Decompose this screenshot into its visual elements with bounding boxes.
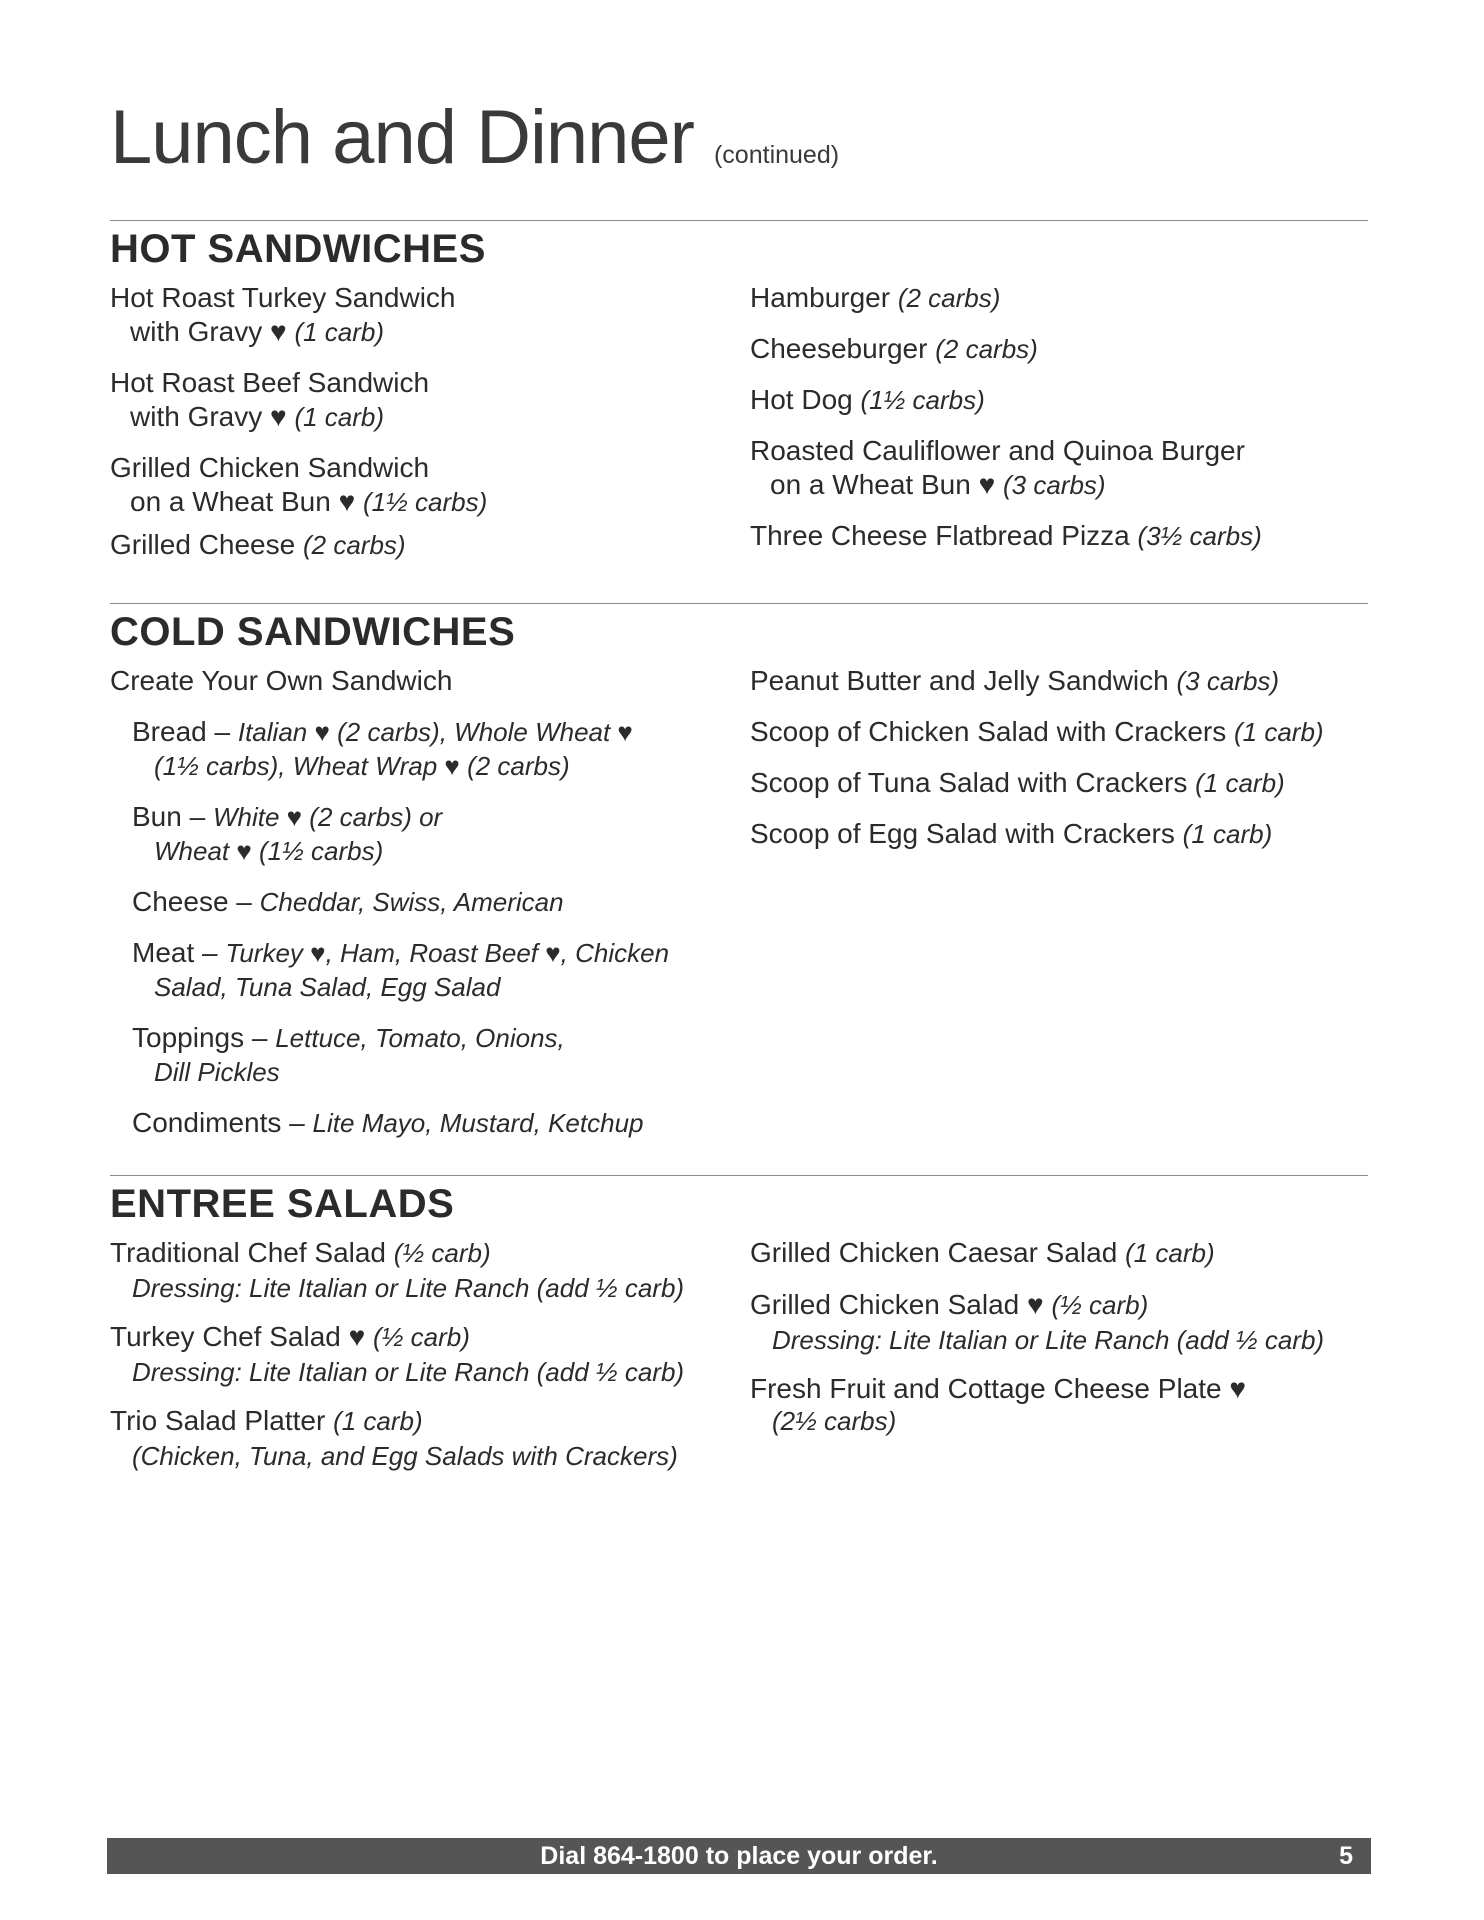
cold-sandwiches-section [110, 603, 1368, 1138]
menu-item: Roasted Cauliflower and Quinoa Burger on a Wheat Bun ♥ (3 carbs) [750, 435, 1245, 500]
menu-item: Grilled Chicken Salad ♥ (½ carb) Dressing: Lite Italian or Lite Ranch (add ½ carb) [750, 1289, 1325, 1355]
hot-sandwiches-section [110, 220, 1368, 560]
section-heading: COLD SANDWICHES [110, 610, 516, 654]
sandwich-option: Bun – White ♥ (2 carbs) or Wheat ♥ (1½ carbs) [132, 801, 443, 866]
menu-item: Fresh Fruit and Cottage Cheese Plate ♥ (2½ carbs) [750, 1373, 1246, 1436]
menu-item: Scoop of Chicken Salad with Crackers (1 carb) [750, 716, 1324, 747]
menu-item: Grilled Chicken Sandwich on a Wheat Bun ♥ (1½ carbs) [110, 452, 488, 517]
footer-bar [107, 1838, 1371, 1874]
menu-item: Hamburger (2 carbs) [750, 282, 1001, 313]
salad-right-column [750, 1236, 1368, 1453]
menu-item: Grilled Cheese (2 carbs) [110, 529, 406, 560]
entree-salads-section [110, 1175, 1368, 1471]
page-number: 5 [1339, 1842, 1353, 1870]
sandwich-option: Cheese – Cheddar, Swiss, American [132, 886, 564, 917]
section-heading: ENTREE SALADS [110, 1182, 455, 1226]
salad-left-column [110, 1236, 710, 1491]
section-heading: HOT SANDWICHES [110, 227, 486, 271]
sandwich-option: Toppings – Lettuce, Tomato, Onions, Dill Pickles [132, 1022, 565, 1087]
menu-item: Hot Roast Turkey Sandwich with Gravy ♥ (1 carb) [110, 282, 456, 347]
sandwich-option: Condiments – Lite Mayo, Mustard, Ketchup [132, 1107, 644, 1138]
menu-item: Hot Roast Beef Sandwich with Gravy ♥ (1 carb) [110, 367, 430, 432]
menu-item: Turkey Chef Salad ♥ (½ carb) Dressing: Lite Italian or Lite Ranch (add ½ carb) [110, 1321, 685, 1387]
cold-left-column [110, 664, 710, 1157]
order-phone-message: Dial 864-1800 to place your order. [540, 1842, 938, 1870]
menu-item: Scoop of Tuna Salad with Crackers (1 carb) [750, 767, 1285, 798]
menu-item: Grilled Chicken Caesar Salad (1 carb) [750, 1237, 1215, 1268]
sandwich-option: Bread – Italian ♥ (2 carbs), Whole Wheat ♥ (1½ carbs), Wheat Wrap ♥ (2 carbs) [132, 716, 633, 781]
menu-item: Hot Dog (1½ carbs) [750, 384, 985, 415]
sandwich-option: Meat – Turkey ♥, Ham, Roast Beef ♥, Chicken Salad, Tuna Salad, Egg Salad [132, 937, 670, 1002]
menu-item: Traditional Chef Salad (½ carb) Dressing: Lite Italian or Lite Ranch (add ½ carb) [110, 1237, 685, 1303]
menu-item: Create Your Own Sandwich [110, 665, 453, 696]
cold-right-column [750, 664, 1368, 868]
page-title: Lunch and Dinner [110, 95, 694, 180]
menu-item: Cheeseburger (2 carbs) [750, 333, 1038, 364]
menu-item: Peanut Butter and Jelly Sandwich (3 carbs) [750, 665, 1280, 696]
page-title-suffix: (continued) [713, 141, 840, 169]
page-header [110, 95, 840, 180]
menu-item: Scoop of Egg Salad with Crackers (1 carb) [750, 818, 1273, 849]
hot-right-column [750, 281, 1368, 570]
menu-item: Three Cheese Flatbread Pizza (3½ carbs) [750, 520, 1262, 551]
menu-item: Trio Salad Platter (1 carb) (Chicken, Tuna, and Egg Salads with Crackers) [110, 1405, 678, 1471]
hot-left-column [110, 281, 710, 579]
